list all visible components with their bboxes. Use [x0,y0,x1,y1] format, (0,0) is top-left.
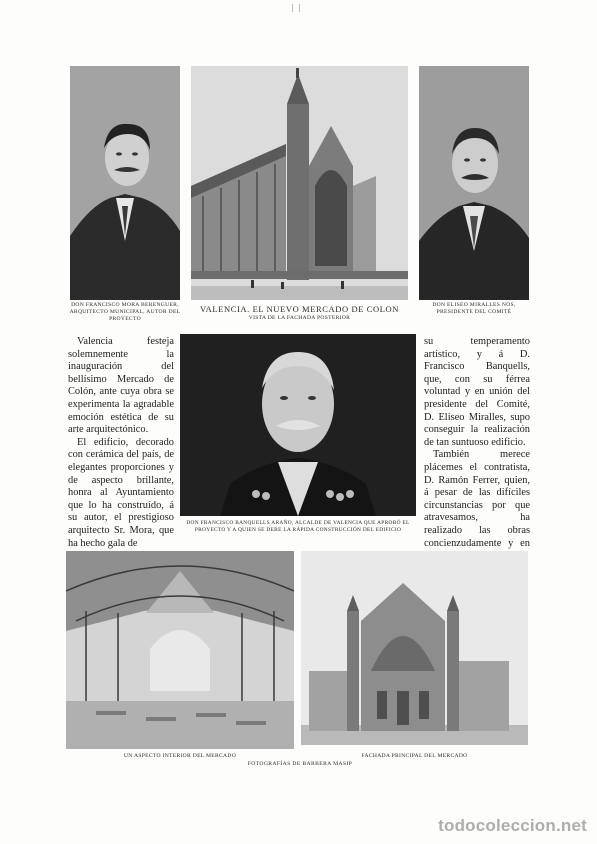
caption-facade: FACHADA PRINCIPAL DEL MERCADO [361,753,468,759]
market-interior-photo [66,551,294,749]
watermark-text: todocoleccion.net [438,816,587,835]
article-paragraph: Valencia festeja solemnemente la inauguración del bellísimo Mercado de Colón, ante cuya obra se experimenta la agradable emoción estética de su arte arquitectónico. [68,336,174,436]
market-main-facade-photo [301,551,528,745]
caption-title-sub: VISTA DE LA FACHADA POSTERIOR [248,315,351,321]
caption-banquells: DON FRANCISCO BANQUELLS ARAÑO, ALCALDE DE VALENCIA QUE APROBÓ EL PROYECTO Y A QUIEN SE DEBE LA RÁPIDA CONSTRUCCIÓN DEL EDIFICIO [186,520,410,534]
market-rear-facade-photo [191,66,408,300]
article-paragraph: El edificio, decorado con cerámica del país, de elegantes proporciones y de aspecto brillante, honra al Ayuntamiento que lo ha construído, á su autor, el prestigioso arquitecto Sr. Mora, que ha hecho gala de [68,436,174,549]
caption-title: VALENCIA. EL NUEVO MERCADO DE COLON [199,304,400,314]
portrait-mora-photo [70,66,180,300]
photo-credit: FOTOGRAFÍAS DE BARBERA MASIP [247,761,353,767]
article-right-column [424,336,530,563]
page-edge-mark [292,4,300,12]
article-paragraph: su temperamento artístico, y á D. Francisco Banquells, que, con su férrea voluntad y en unión del presidente del Comité, D. Eliseo Miralles, supo conseguir la realización de tan suntuoso edificio. [424,336,530,448]
article-paragraph: También merece plácemes el contratista, D. Ramón Ferrer, quien, á pesar de las difíciles circunstancias por que atravesamos, ha realizado las obras concienzudamente y en [424,449,530,549]
portrait-banquells-photo [180,334,416,516]
caption-interior: UN ASPECTO INTERIOR DEL MERCADO [123,753,237,759]
caption-mora: DON FRANCISCO MORA BERENGUER, ARQUITECTO MUNICIPAL, AUTOR DEL PROYECTO [69,302,181,322]
portrait-miralles-photo [419,66,529,300]
caption-miralles: DON ELISEO MIRALLES NOS, PRESIDENTE DEL COMITÉ [432,302,516,315]
article-left-column [68,336,174,550]
